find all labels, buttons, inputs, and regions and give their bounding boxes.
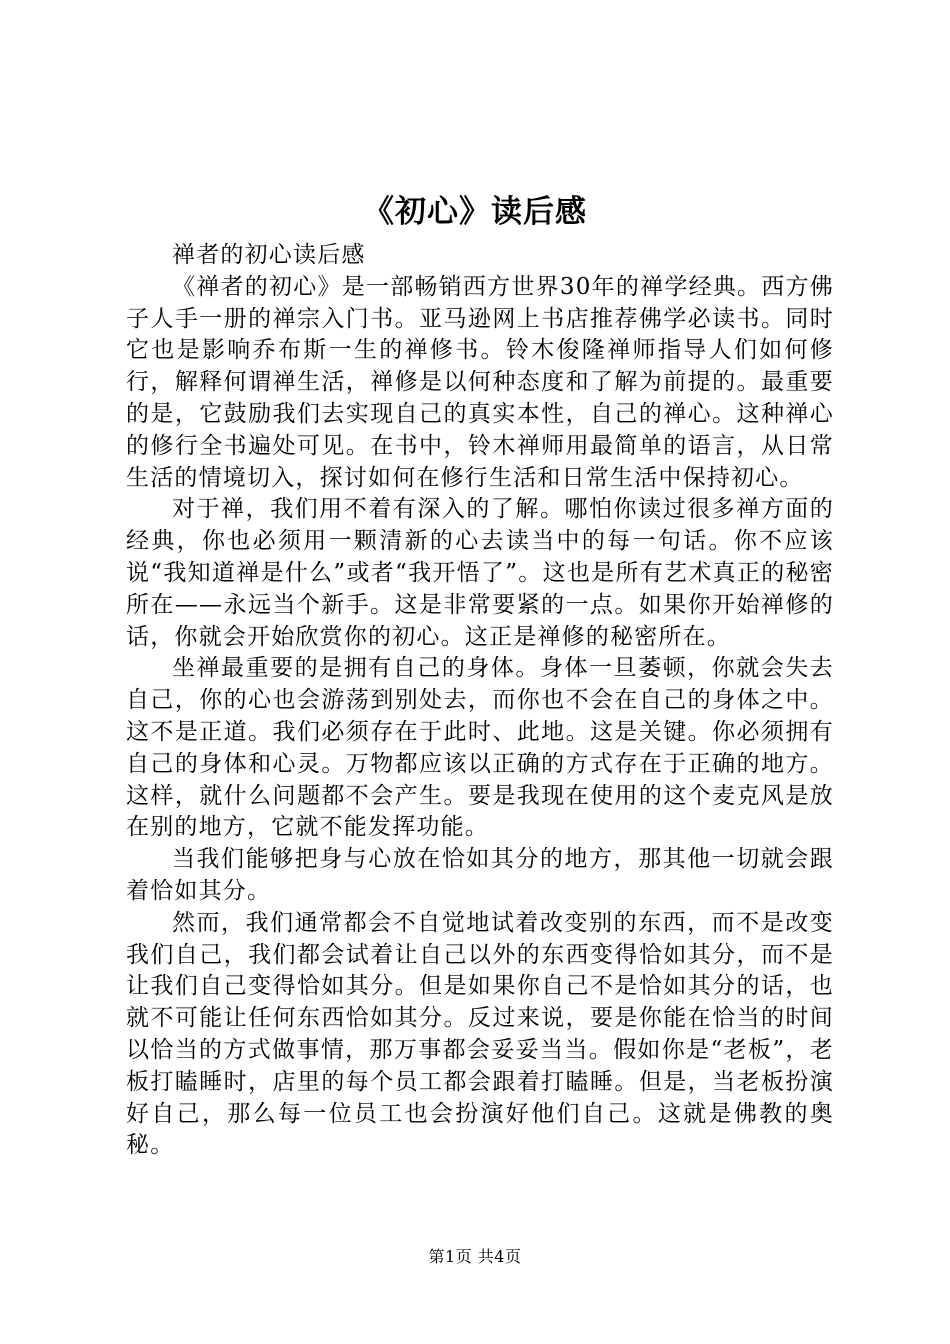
paragraph-4: 当我们能够把身与心放在恰如其分的地方，那其他一切就会跟着恰如其分。 (126, 846, 834, 904)
paragraph-3: 坐禅最重要的是拥有自己的身体。身体一旦萎顿，你就会失去自己，你的心也会游荡到别处去，而你也不会在自己的身体之中。这不是正道。我们必须存在于此时、此地。这是关键。你必须拥有自己的身体和心灵。万物都应该以正确的方式存在于正确的地方。这样，就什么问题都不会产生。要是我现在使用的这个麦克风是放在别的地方，它就不能发挥功能。 (126, 655, 834, 841)
document-body (126, 240, 834, 1162)
page-footer: 第1页 共4页 (428, 1247, 522, 1266)
paragraph-5: 然而，我们通常都会不自觉地试着改变别的东西，而不是改变我们自己，我们都会试着让自己以外的东西变得恰如其分，而不是让我们自己变得恰如其分。但是如果你自己不是恰如其分的话，也就不可能让任何东西恰如其分。反过来说，要是你能在恰当的时间以恰当的方式做事情，那万事都会妥妥当当。假如你是“老板”，老板打瞌睡时，店里的每个员工都会跟着打瞌睡。但是，当老板扮演好自己，那么每一位员工也会扮演好他们自己。这就是佛教的奥秘。 (126, 909, 834, 1159)
paragraph-1: 《禅者的初心》是一部畅销西方世界30年的禅学经典。西方佛子人手一册的禅宗入门书。亚马逊网上书店推荐佛学必读书。同时它也是影响乔布斯一生的禅修书。铃木俊隆禅师指导人们如何修行，解释何谓禅生活，禅修是以何种态度和了解为前提的。最重要的是，它鼓励我们去实现自己的真实本性，自己的禅心。这种禅心的修行全书遍处可见。在书中，铃木禅师用最简单的语言，从日常生活的情境切入，探讨如何在修行生活和日常生活中保持初心。 (126, 273, 834, 491)
document-title: 《初心》读后感 (363, 194, 587, 230)
paragraph-2: 对于禅，我们用不着有深入的了解。哪怕你读过很多禅方面的经典，你也必须用一颗清新的心去读当中的每一句话。你不应该说“我知道禅是什么”或者“我开悟了”。这也是所有艺术真正的秘密所在——永远当个新手。这是非常要紧的一点。如果你开始禅修的话，你就会开始欣赏你的初心。这正是禅修的秘密所在。 (126, 496, 834, 650)
document-subtitle: 禅者的初心读后感 (172, 242, 366, 268)
